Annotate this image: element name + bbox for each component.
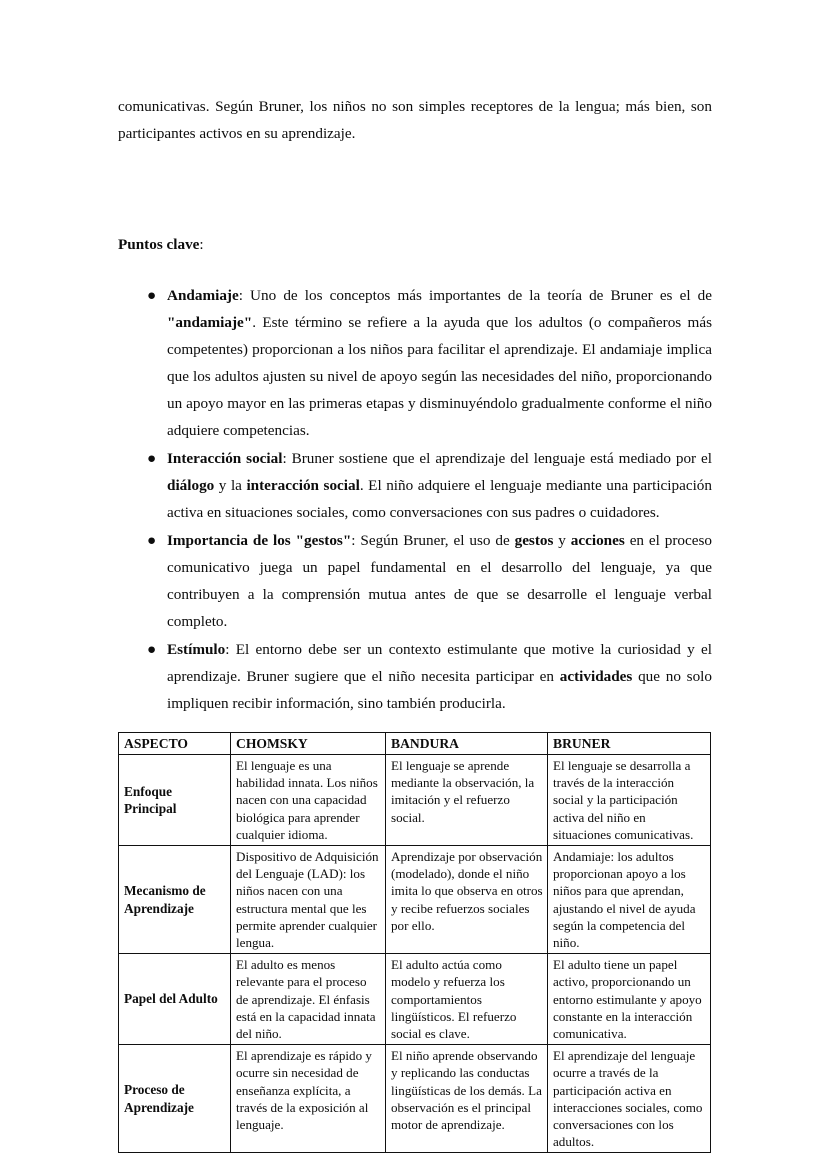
bullet-icon: ● bbox=[147, 641, 157, 658]
column-header-chomsky: CHOMSKY bbox=[231, 733, 386, 755]
cell-bandura: El lenguaje se aprende mediante la observación, la imitación y el refuerzo social. bbox=[386, 755, 548, 846]
table-row bbox=[119, 755, 711, 846]
list-item-text: Estímulo: El entorno debe ser un contexto estimulante que motive la curiosidad y el aprendizaje. Bruner sugiere que el niño necesita participar en actividades que no solo impliquen recibir información, sino también producirla. bbox=[167, 641, 712, 712]
bullet-icon: ● bbox=[147, 450, 157, 467]
vertical-spacer bbox=[118, 147, 712, 231]
table-row bbox=[119, 1045, 711, 1153]
bullet-icon: ● bbox=[147, 532, 157, 549]
cell-aspect: Papel del Adulto bbox=[119, 954, 231, 1045]
list-item bbox=[118, 527, 712, 635]
cell-aspect: Mecanismo de Aprendizaje bbox=[119, 846, 231, 954]
cell-bandura: El niño aprende observando y replicando las conductas lingüísticas de los demás. La observación es el principal motor de aprendizaje. bbox=[386, 1045, 548, 1153]
cell-bruner: El lenguaje se desarrolla a través de la interacción social y la participación activa del niño en situaciones comunicativas. bbox=[548, 755, 711, 846]
column-header-bandura: BANDURA bbox=[386, 733, 548, 755]
column-header-aspecto: ASPECTO bbox=[119, 733, 231, 755]
key-points-list bbox=[118, 282, 712, 717]
cell-chomsky: Dispositivo de Adquisición del Lenguaje (LAD): los niños nacen con una estructura mental que les permite aprender cualquier lengua. bbox=[231, 846, 386, 954]
cell-bandura: El adulto actúa como modelo y refuerza los comportamientos lingüísticos. El refuerzo social es clave. bbox=[386, 954, 548, 1045]
vertical-spacer bbox=[118, 258, 712, 282]
cell-chomsky: El lenguaje es una habilidad innata. Los niños nacen con una capacidad biológica para aprender cualquier idioma. bbox=[231, 755, 386, 846]
cell-bruner: El adulto tiene un papel activo, proporcionando un entorno estimulante y apoyo constante en la interacción comunicativa. bbox=[548, 954, 711, 1045]
table-row bbox=[119, 846, 711, 954]
column-header-bruner: BRUNER bbox=[548, 733, 711, 755]
cell-aspect: Proceso de Aprendizaje bbox=[119, 1045, 231, 1153]
list-item bbox=[118, 636, 712, 717]
section-heading bbox=[118, 231, 712, 258]
bullet-icon: ● bbox=[147, 287, 157, 304]
section-heading-colon: : bbox=[199, 236, 204, 253]
list-item bbox=[118, 445, 712, 526]
table-header-row bbox=[119, 733, 711, 755]
intro-paragraph: comunicativas. Según Bruner, los niños no son simples receptores de la lengua; más bien, son participantes activos en su aprendizaje. bbox=[118, 98, 712, 142]
cell-bruner: Andamiaje: los adultos proporcionan apoyo a los niños para que aprendan, ajustando el nivel de ayuda según la competencia del niño. bbox=[548, 846, 711, 954]
cell-bandura: Aprendizaje por observación (modelado), donde el niño imita lo que observa en otros y recibe refuerzos sociales por ello. bbox=[386, 846, 548, 954]
list-item bbox=[118, 282, 712, 444]
cell-chomsky: El adulto es menos relevante para el proceso de aprendizaje. El énfasis está en la capacidad innata del niño. bbox=[231, 954, 386, 1045]
list-item-text: Interacción social: Bruner sostiene que el aprendizaje del lenguaje está mediado por el diálogo y la interacción social. El niño adquiere el lenguaje mediante una participación activa en situaciones sociales, como conversaciones con sus padres o cuidadores. bbox=[167, 450, 712, 521]
section-heading-text: Puntos clave bbox=[118, 236, 200, 253]
cell-bruner: El aprendizaje del lenguaje ocurre a través de la participación activa en interacciones sociales, como conversaciones con los adultos. bbox=[548, 1045, 711, 1153]
cell-chomsky: El aprendizaje es rápido y ocurre sin necesidad de enseñanza explícita, a través de la exposición al lenguaje. bbox=[231, 1045, 386, 1153]
comparison-table bbox=[118, 732, 711, 1153]
table-row bbox=[119, 954, 711, 1045]
cell-aspect: Enfoque Principal bbox=[119, 755, 231, 846]
list-item-text: Andamiaje: Uno de los conceptos más importantes de la teoría de Bruner es el de "andamiaje". Este término se refiere a la ayuda que los adultos (o compañeros más competentes) proporcionan a los niños para facilitar el aprendizaje. El andamiaje implica que los adultos ajusten su nivel de apoyo según las necesidades del niño, proporcionando un apoyo mayor en las primeras etapas y disminuyéndolo gradualmente conforme el niño adquiere competencias. bbox=[167, 287, 712, 439]
list-item-text: Importancia de los "gestos": Según Bruner, el uso de gestos y acciones en el proceso comunicativo juega un papel fundamental en el desarrollo del lenguaje, ya que contribuyen a la comprensión mutua antes de que se desarrolle el lenguaje verbal completo. bbox=[167, 532, 713, 630]
document-body bbox=[118, 93, 712, 1153]
